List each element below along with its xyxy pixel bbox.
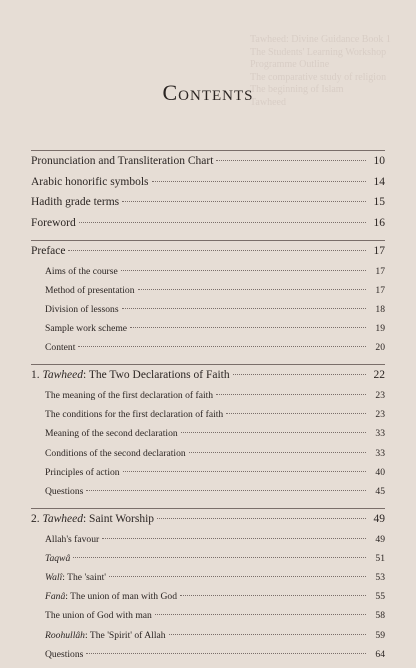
toc-entry-title: The conditions for the first declaration of faith (45, 409, 224, 421)
toc-entry[interactable] (31, 369, 385, 390)
leader-dots (138, 289, 366, 290)
toc-subentry[interactable] (31, 467, 385, 486)
toc-entry[interactable] (31, 245, 385, 266)
leader-dots (123, 471, 366, 472)
leader-dots (189, 452, 366, 453)
leader-dots (121, 270, 366, 271)
toc-page-number: 17 (373, 245, 385, 257)
bleed-line: Programme Outline (250, 59, 330, 70)
toc-entry[interactable] (31, 513, 385, 534)
table-of-contents (31, 150, 385, 668)
toc-subentry[interactable] (31, 534, 385, 553)
toc-section (31, 508, 385, 668)
toc-subentry[interactable] (31, 323, 385, 342)
bleed-line: The beginning of Islam (250, 84, 344, 95)
leader-dots (180, 595, 366, 596)
leader-dots (73, 557, 366, 558)
toc-entry-title: Principles of action (45, 466, 120, 478)
toc-entry[interactable] (31, 196, 385, 217)
toc-entry-title: Foreword (31, 216, 76, 229)
leader-dots (86, 490, 366, 491)
toc-entry-title: Roohullâh: The 'Spirit' of Allah (45, 629, 166, 641)
toc-entry-title: The meaning of the first declaration of faith (45, 389, 214, 401)
bleed-line: Tawheed: Divine Guidance Book 1 (250, 34, 391, 45)
toc-entry[interactable] (31, 176, 385, 197)
toc-page-number: 33 (375, 428, 385, 440)
toc-entry-title: Taqwâ (45, 552, 71, 564)
toc-entry-title: Allah's favour (45, 533, 100, 545)
leader-dots (130, 327, 366, 328)
toc-page-number: 22 (373, 369, 385, 382)
toc-subentry[interactable] (31, 409, 385, 428)
bleed-line: The comparative study of religion (250, 71, 387, 83)
toc-page-number: 33 (375, 447, 385, 459)
toc-entry[interactable] (31, 217, 385, 238)
leader-dots (68, 250, 366, 251)
toc-page-number: 53 (375, 571, 385, 583)
leader-dots (216, 160, 366, 161)
toc-page-number: 10 (373, 155, 385, 167)
toc-entry-title: Sample work scheme (45, 323, 128, 335)
toc-page-number: 58 (375, 610, 385, 622)
toc-subentry[interactable] (31, 285, 385, 304)
toc-subentry[interactable] (31, 572, 385, 591)
leader-dots (122, 201, 366, 202)
toc-subentry[interactable] (31, 630, 385, 649)
toc-page-number: 49 (375, 533, 385, 545)
toc-subentry[interactable] (31, 486, 385, 505)
toc-page-number: 15 (373, 196, 385, 208)
toc-subentry[interactable] (31, 390, 385, 409)
toc-subentry[interactable] (31, 610, 385, 629)
toc-entry-title: 2. Tawheed: Saint Worship (31, 513, 155, 526)
toc-entry-title: Questions (45, 648, 84, 660)
toc-entry-title: Hadith grade terms (31, 196, 120, 208)
toc-section (31, 364, 385, 505)
toc-page-number: 16 (373, 216, 385, 229)
toc-subentry[interactable] (31, 649, 385, 668)
toc-entry-title: 1. Tawheed: The Two Declarations of Faith (31, 369, 230, 382)
toc-entry-title: Questions (45, 485, 84, 497)
toc-page-number: 20 (375, 342, 385, 354)
leader-dots (86, 653, 366, 654)
leader-dots (102, 538, 366, 539)
toc-subentry[interactable] (31, 591, 385, 610)
toc-page-number: 59 (375, 629, 385, 641)
leader-dots (181, 432, 366, 433)
toc-page-number: 49 (373, 513, 385, 526)
toc-subentry[interactable] (31, 448, 385, 467)
toc-subentry[interactable] (31, 553, 385, 572)
toc-entry-title: Division of lessons (45, 303, 119, 315)
toc-entry-title: Meaning of the second declaration (45, 428, 178, 440)
toc-subentry[interactable] (31, 428, 385, 447)
toc-entry-title: Arabic honorific symbols (31, 175, 149, 188)
toc-entry[interactable] (31, 155, 385, 176)
toc-entry-title: Preface (31, 245, 66, 257)
toc-page-number: 23 (375, 389, 385, 401)
toc-entry-title: Method of presentation (45, 284, 135, 296)
toc-page-number: 64 (375, 648, 385, 660)
leader-dots (79, 222, 366, 223)
toc-entry-title: The union of God with man (45, 610, 152, 622)
leader-dots (122, 308, 366, 309)
toc-page-number: 14 (373, 175, 385, 188)
toc-subentry[interactable] (31, 342, 385, 361)
leader-dots (152, 181, 366, 182)
toc-page-number: 40 (375, 466, 385, 478)
toc-page-number: 45 (375, 485, 385, 497)
leader-dots (233, 374, 366, 375)
toc-page-number: 23 (375, 409, 385, 421)
toc-entry-title: Aims of the course (45, 265, 118, 277)
toc-entry-title: Fanâ: The union of man with God (45, 591, 178, 603)
leader-dots (109, 576, 366, 577)
leader-dots (169, 634, 366, 635)
page-title: Contents (162, 80, 254, 105)
leader-dots (226, 413, 366, 414)
toc-page-number: 17 (375, 265, 385, 277)
toc-page-number: 17 (375, 284, 385, 296)
toc-section (31, 240, 385, 361)
leader-dots (78, 346, 366, 347)
bleed-line: The Students' Learning Workshop (250, 46, 387, 58)
leader-dots (155, 614, 366, 615)
toc-page-number: 19 (375, 323, 385, 335)
bleed-line: Tawheed (250, 96, 286, 108)
toc-page-number: 51 (375, 552, 385, 564)
toc-entry-title: Conditions of the second declaration (45, 447, 186, 459)
toc-page-number: 55 (375, 591, 385, 603)
toc-subentry[interactable] (31, 304, 385, 323)
toc-entry-title: Content (45, 342, 76, 354)
toc-page-number: 18 (375, 303, 385, 315)
toc-section (31, 150, 385, 237)
toc-entry-title: Pronunciation and Transliteration Chart (31, 155, 214, 167)
leader-dots (216, 394, 366, 395)
leader-dots (157, 518, 366, 519)
toc-entry-title: Walî: The 'saint' (45, 571, 107, 583)
toc-subentry[interactable] (31, 266, 385, 285)
